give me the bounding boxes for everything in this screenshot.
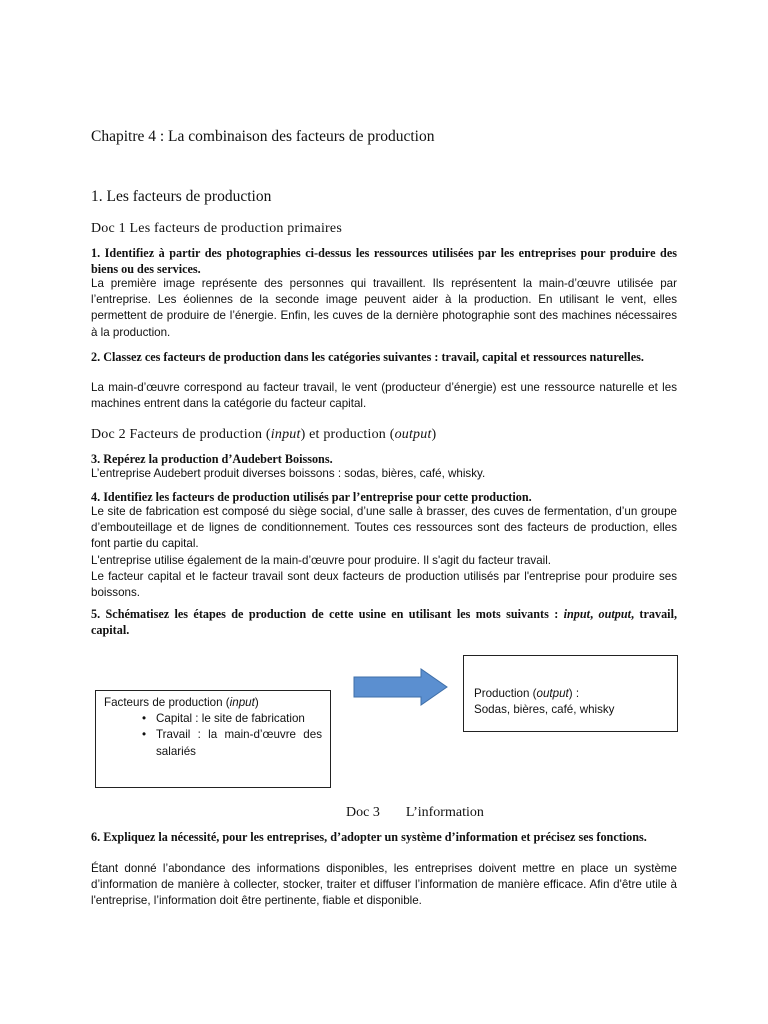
question-4: 4. Identifiez les facteurs de production utilisés par l’entreprise pour cette production. xyxy=(91,490,532,504)
question-2: 2. Classez ces facteurs de production dans les catégories suivantes : travail, capital et ressources naturelles. xyxy=(91,350,644,364)
input-list xyxy=(104,711,322,760)
output-box-title: Production (output) : xyxy=(474,687,580,700)
list-item: • Travail : la main-d’œuvre des salariés xyxy=(104,727,322,759)
input-box-title: Facteurs de production (input) xyxy=(104,696,259,709)
answer-4-paragraph: Le site de fabrication est composé du siège social, d’une salle à brasser, des cuves de fermentation, d’un groupe d’embouteillage et de lignes de conditionnement. Toutes ces ressources sont des facteurs de production, elles font partie du capital. xyxy=(91,505,677,551)
right-arrow-icon xyxy=(353,668,449,706)
answer-2: La main-d’œuvre correspond au facteur travail, le vent (producteur d’énergie) est une ressource naturelle et les machines entrent dans la catégorie du facteur capital. xyxy=(91,381,677,411)
question-5: 5. Schématisez les étapes de production de cette usine en utilisant les mots suivants : input, output, travail, capital. xyxy=(91,607,677,637)
input-box xyxy=(95,690,331,788)
doc3-label: Doc 3 xyxy=(346,805,380,820)
answer-6: Étant donné l’abondance des informations disponibles, les entreprises doivent mettre en place un système d’information de manière à collecter, stocker, traiter et diffuser l’information de manière efficace. Afin d'être utile à l'entreprise, l’information doit être pertinente, fiable et disponible. xyxy=(91,862,677,908)
output-box-products: Sodas, bières, café, whisky xyxy=(474,703,615,717)
answer-4 xyxy=(91,504,677,601)
doc3-heading: L’information xyxy=(405,805,484,820)
doc1-title: Doc 1 Les facteurs de production primaires xyxy=(91,221,342,236)
doc2-title: Doc 2 Facteurs de production (input) et production (output) xyxy=(91,427,437,442)
answer-1: La première image représente des personnes qui travaillent. Ils représentent la main-d’œuvre utilisée par l’entreprise. Les éoliennes de la seconde image peuvent aider à la production. En utilisant le vent, elles permettent de produire de l’énergie. Enfin, les cuves de la dernière photographie sont des machines nécessaires à la production. xyxy=(91,277,677,339)
doc3-title xyxy=(346,805,484,821)
question-1: 1. Identifiez à partir des photographies ci-dessus les ressources utilisées par les entreprises pour produire des biens ou des services. xyxy=(91,246,677,276)
chapter-title: Chapitre 4 : La combinaison des facteurs de production xyxy=(91,128,435,145)
question-3: 3. Repérez la production d’Audebert Boissons. xyxy=(91,452,333,466)
answer-4-paragraph: Le facteur capital et le facteur travail sont deux facteurs de production utilisés par l'entreprise pour produire ses boissons. xyxy=(91,569,677,600)
section-title: 1. Les facteurs de production xyxy=(91,188,272,205)
answer-4-paragraph: L'entreprise utilise également de la main-d’œuvre pour produire. Il s'agit du facteur travail. xyxy=(91,553,552,567)
answer-3: L’entreprise Audebert produit diverses boissons : sodas, bières, café, whisky. xyxy=(91,467,486,480)
question-6: 6. Expliquez la nécessité, pour les entreprises, d’adopter un système d’information et précisez ses fonctions. xyxy=(91,830,647,844)
list-item: • Capital : le site de fabrication xyxy=(104,711,322,727)
output-box xyxy=(463,655,678,732)
